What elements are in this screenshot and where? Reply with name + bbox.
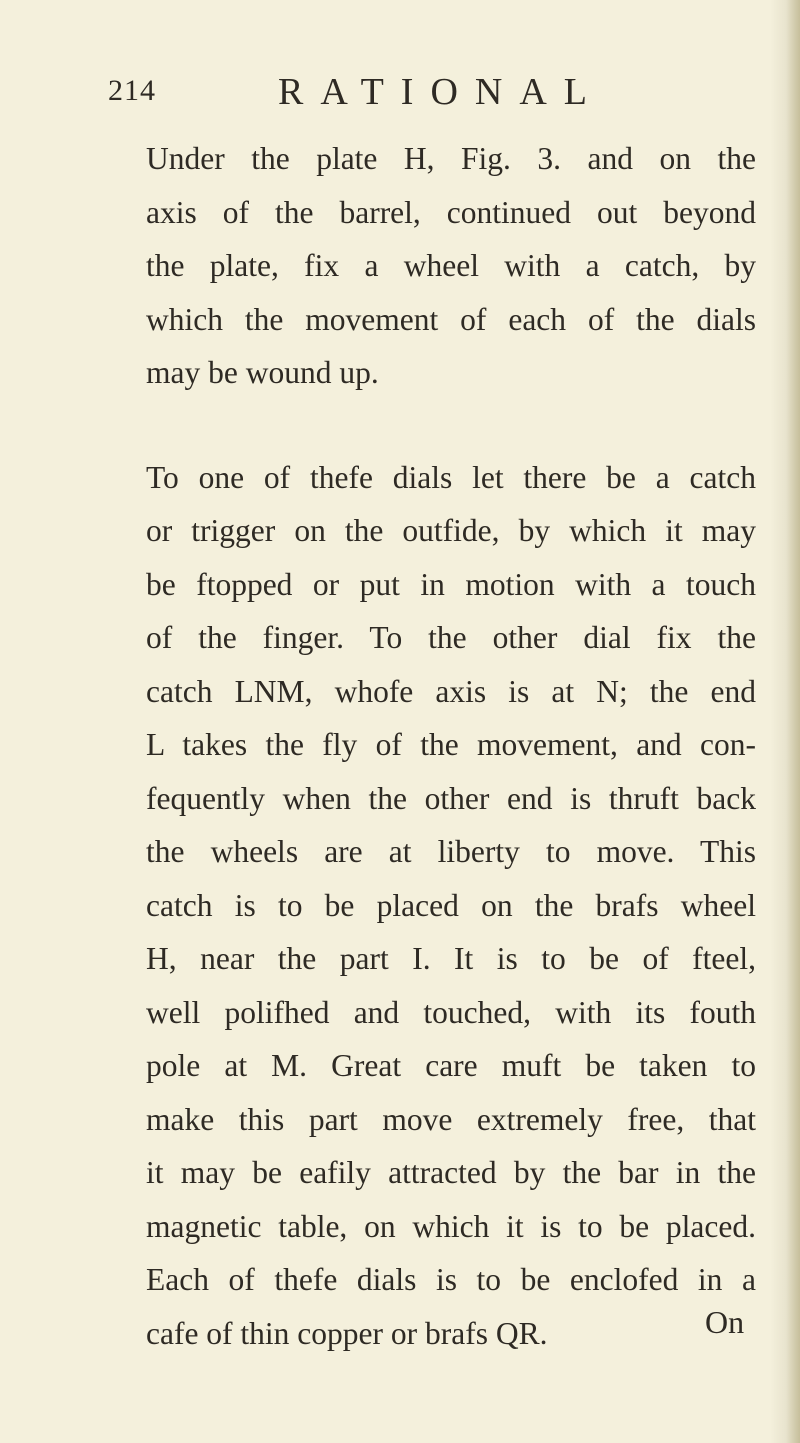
- text-line: To one of thefe dials let there be a catch: [146, 459, 756, 495]
- text-line: magnetic table, on which it is to be placed.: [146, 1208, 756, 1244]
- catchword: On: [705, 1304, 745, 1340]
- text-line: Each of thefe dials is to be enclofed in a: [146, 1262, 756, 1297]
- page-header: [108, 70, 728, 120]
- text-line: catch is to be placed on the brafs wheel: [146, 887, 756, 923]
- text-line: well polifhed and touched, with its fouth: [146, 994, 756, 1030]
- text-line: which the movement of each of the dials: [146, 301, 756, 337]
- paragraph-2: [146, 451, 756, 1361]
- paragraph-1: [146, 132, 756, 400]
- text-line: L takes the fly of the movement, and con-: [146, 727, 756, 762]
- running-title: RATIONAL: [278, 71, 604, 113]
- text-line: catch LNM, whofe axis is at N; the end: [146, 673, 756, 709]
- text-line: or trigger on the outfide, by which it may: [146, 513, 756, 548]
- text-line: be ftopped or put in motion with a touch: [146, 566, 756, 602]
- text-line: pole at M. Great care muft be taken to: [146, 1048, 756, 1083]
- text-line: the wheels are at liberty to move. This: [146, 834, 756, 869]
- text-line: may be wound up.: [146, 355, 379, 390]
- text-line: of the finger. To the other dial fix the: [146, 620, 756, 655]
- page-number: 214: [108, 74, 156, 107]
- page-edge-shadow: [786, 0, 800, 1443]
- text-line: make this part move extremely free, that: [146, 1101, 756, 1137]
- text-line: the plate, fix a wheel with a catch, by: [146, 248, 756, 283]
- text-line: cafe of thin copper or brafs QR.: [146, 1315, 548, 1351]
- text-line: fequently when the other end is thruft back: [146, 780, 756, 816]
- text-line: Under the plate H, Fig. 3. and on the: [146, 141, 756, 176]
- body-text: [146, 132, 756, 1360]
- text-line: it may be eafily attracted by the bar in the: [146, 1155, 756, 1190]
- text-line: axis of the barrel, continued out beyond: [146, 194, 756, 230]
- text-line: H, near the part I. It is to be of fteel,: [146, 941, 756, 976]
